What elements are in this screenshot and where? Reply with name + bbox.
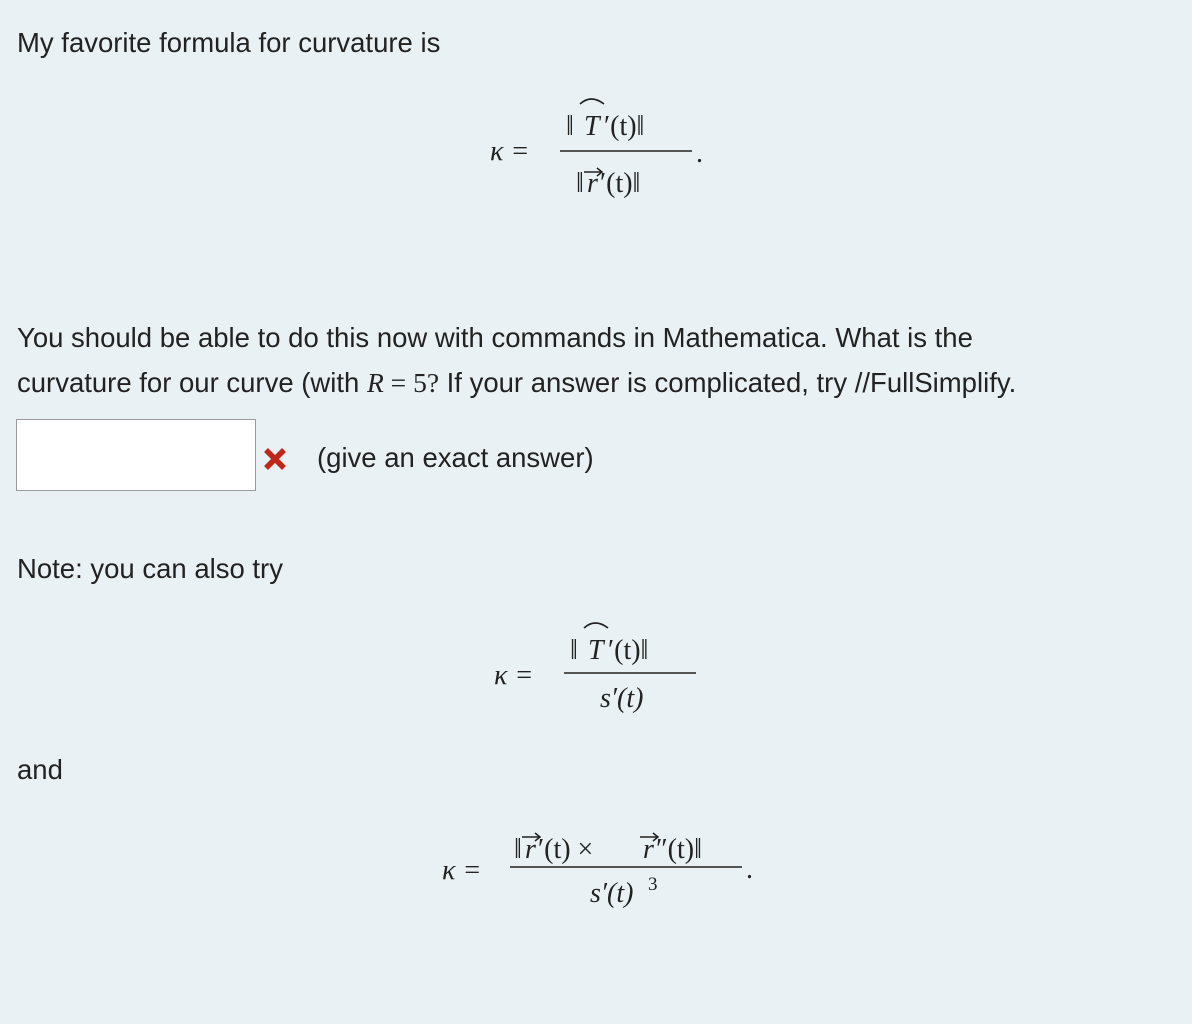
question-value: 5? bbox=[413, 367, 440, 398]
formula-3-num-mid: ′(t) × bbox=[538, 834, 594, 865]
hat-icon bbox=[580, 99, 604, 104]
formula-1-num-rest: ′(t)‖ bbox=[604, 111, 645, 142]
curvature-formula-1 bbox=[480, 90, 720, 215]
formula-1-period: . bbox=[696, 138, 703, 169]
formula-3-num-r2: r bbox=[643, 834, 654, 865]
question-line-2-end: . bbox=[1008, 367, 1017, 398]
formula-2-lhs: κ = bbox=[494, 660, 534, 691]
formula-2-num-rest: ′(t)‖ bbox=[608, 635, 649, 666]
formula-2-den: s′(t) bbox=[600, 683, 644, 714]
formula-1-num-T: T bbox=[584, 111, 600, 142]
formula-2-num-open: ‖ bbox=[570, 635, 578, 666]
x-mark-icon bbox=[262, 446, 288, 472]
formula-1-den-open: ‖ bbox=[576, 168, 584, 199]
hat-icon bbox=[584, 623, 608, 628]
exact-answer-hint: (give an exact answer) bbox=[317, 442, 594, 473]
question-line-2-mid: If your answer is complicated, try // bbox=[439, 367, 871, 398]
formula-3-num-open: ‖ bbox=[514, 834, 522, 865]
and-text: and bbox=[17, 754, 63, 785]
formula-3-den-exp: 3 bbox=[648, 874, 658, 895]
intro-text: My favorite formula for curvature is bbox=[17, 27, 441, 58]
formula-1-den-rest: ′(t)‖ bbox=[600, 168, 641, 199]
curvature-formula-2 bbox=[484, 612, 724, 737]
question-equals: = bbox=[383, 367, 414, 398]
question-var-R: R bbox=[366, 367, 384, 398]
question-line-2 bbox=[17, 360, 1016, 406]
fullsimplify-label: FullSimplify bbox=[870, 367, 1009, 398]
formula-1-den-r: r bbox=[587, 168, 598, 199]
formula-3-num-end: ″(t)‖ bbox=[656, 834, 702, 865]
formula-3-lhs: κ = bbox=[442, 855, 482, 886]
formula-3-num-r1: r bbox=[525, 834, 536, 865]
formula-1-lhs: κ = bbox=[490, 136, 530, 167]
formula-1-num-open: ‖ bbox=[566, 111, 574, 142]
formula-3-den: s′(t) bbox=[590, 878, 634, 909]
formula-3-period: . bbox=[746, 854, 753, 885]
question-line-1: You should be able to do this now with commands in Mathematica. What is the bbox=[17, 322, 973, 353]
formula-2-num-T: T bbox=[588, 635, 604, 666]
curvature-formula-3 bbox=[432, 812, 772, 937]
question-line-2-start: curvature for our curve (with bbox=[17, 367, 367, 398]
note-text: Note: you can also try bbox=[17, 553, 283, 584]
answer-input[interactable] bbox=[16, 419, 256, 491]
